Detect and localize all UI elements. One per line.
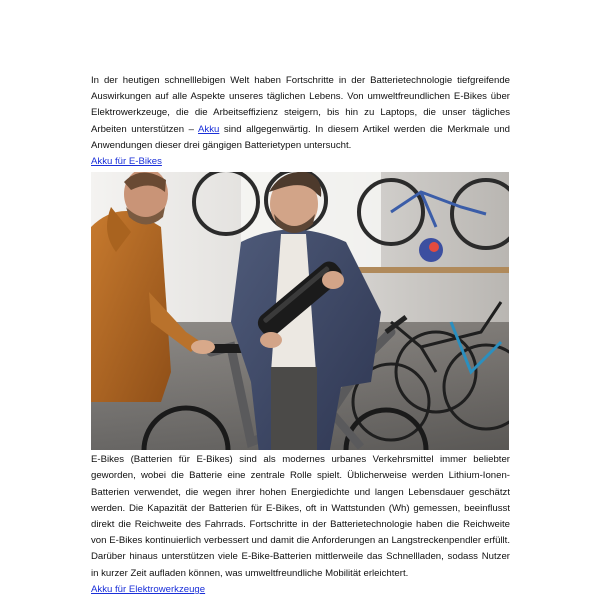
document-body xyxy=(91,73,510,598)
intro-text-before-link: In der heutigen schnelllebigen Welt haben Fortschritte in der Batterietechnologie tiefgreifende Auswirkungen auf alle Aspekte unseres täglichen Lebens. Von umweltfreundlichen E-Bikes über Elektrowerkzeuge, die die Arbeitseffizienz steigern, bis hin zu Laptops, die unser tägliches Arbeiten unterstützen – xyxy=(91,75,510,135)
intro-paragraph xyxy=(91,73,510,154)
ebike-battery-heading-link[interactable]: Akku für E-Bikes xyxy=(91,156,162,168)
bike-shop-photo xyxy=(91,172,509,450)
akku-inline-link[interactable]: Akku xyxy=(198,123,220,135)
ebike-paragraph: E-Bikes (Batterien für E-Bikes) sind als modernes urbanes Verkehrsmittel immer beliebter geworden, wobei die Batterie eine zentrale Rolle spielt. Üblicherweise werden Lithium-Ionen-Batterien verwendet, die wegen ihrer hohen Energiedichte und langen Lebensdauer geschätzt werden. Die Kapazität der Batterien für E-Bikes, oft in Wattstunden (Wh) gemessen, beeinflusst direkt die Reichweite des Fahrrads. Fortschritte in der Batterietechnologie haben die Reichweite von E-Bikes kontinuierlich verbessert und damit die Anforderungen an Langstreckenpendler erfüllt. Darüber hinaus unterstützen viele E-Bike-Batterien mittlerweile das Schnellladen, sodass Nutzer in kurzer Zeit aufladen können, was umweltfreundliche Mobilität erleichtert. xyxy=(91,454,510,579)
power-tool-battery-heading-link[interactable]: Akku für Elektrowerkzeuge xyxy=(91,583,206,595)
intro-text-after-link: sind allgegenwärtig. In diesem Artikel werden die Merkmale und Anwendungen dieser drei gängigen Batterietypen untersucht. xyxy=(91,123,510,151)
